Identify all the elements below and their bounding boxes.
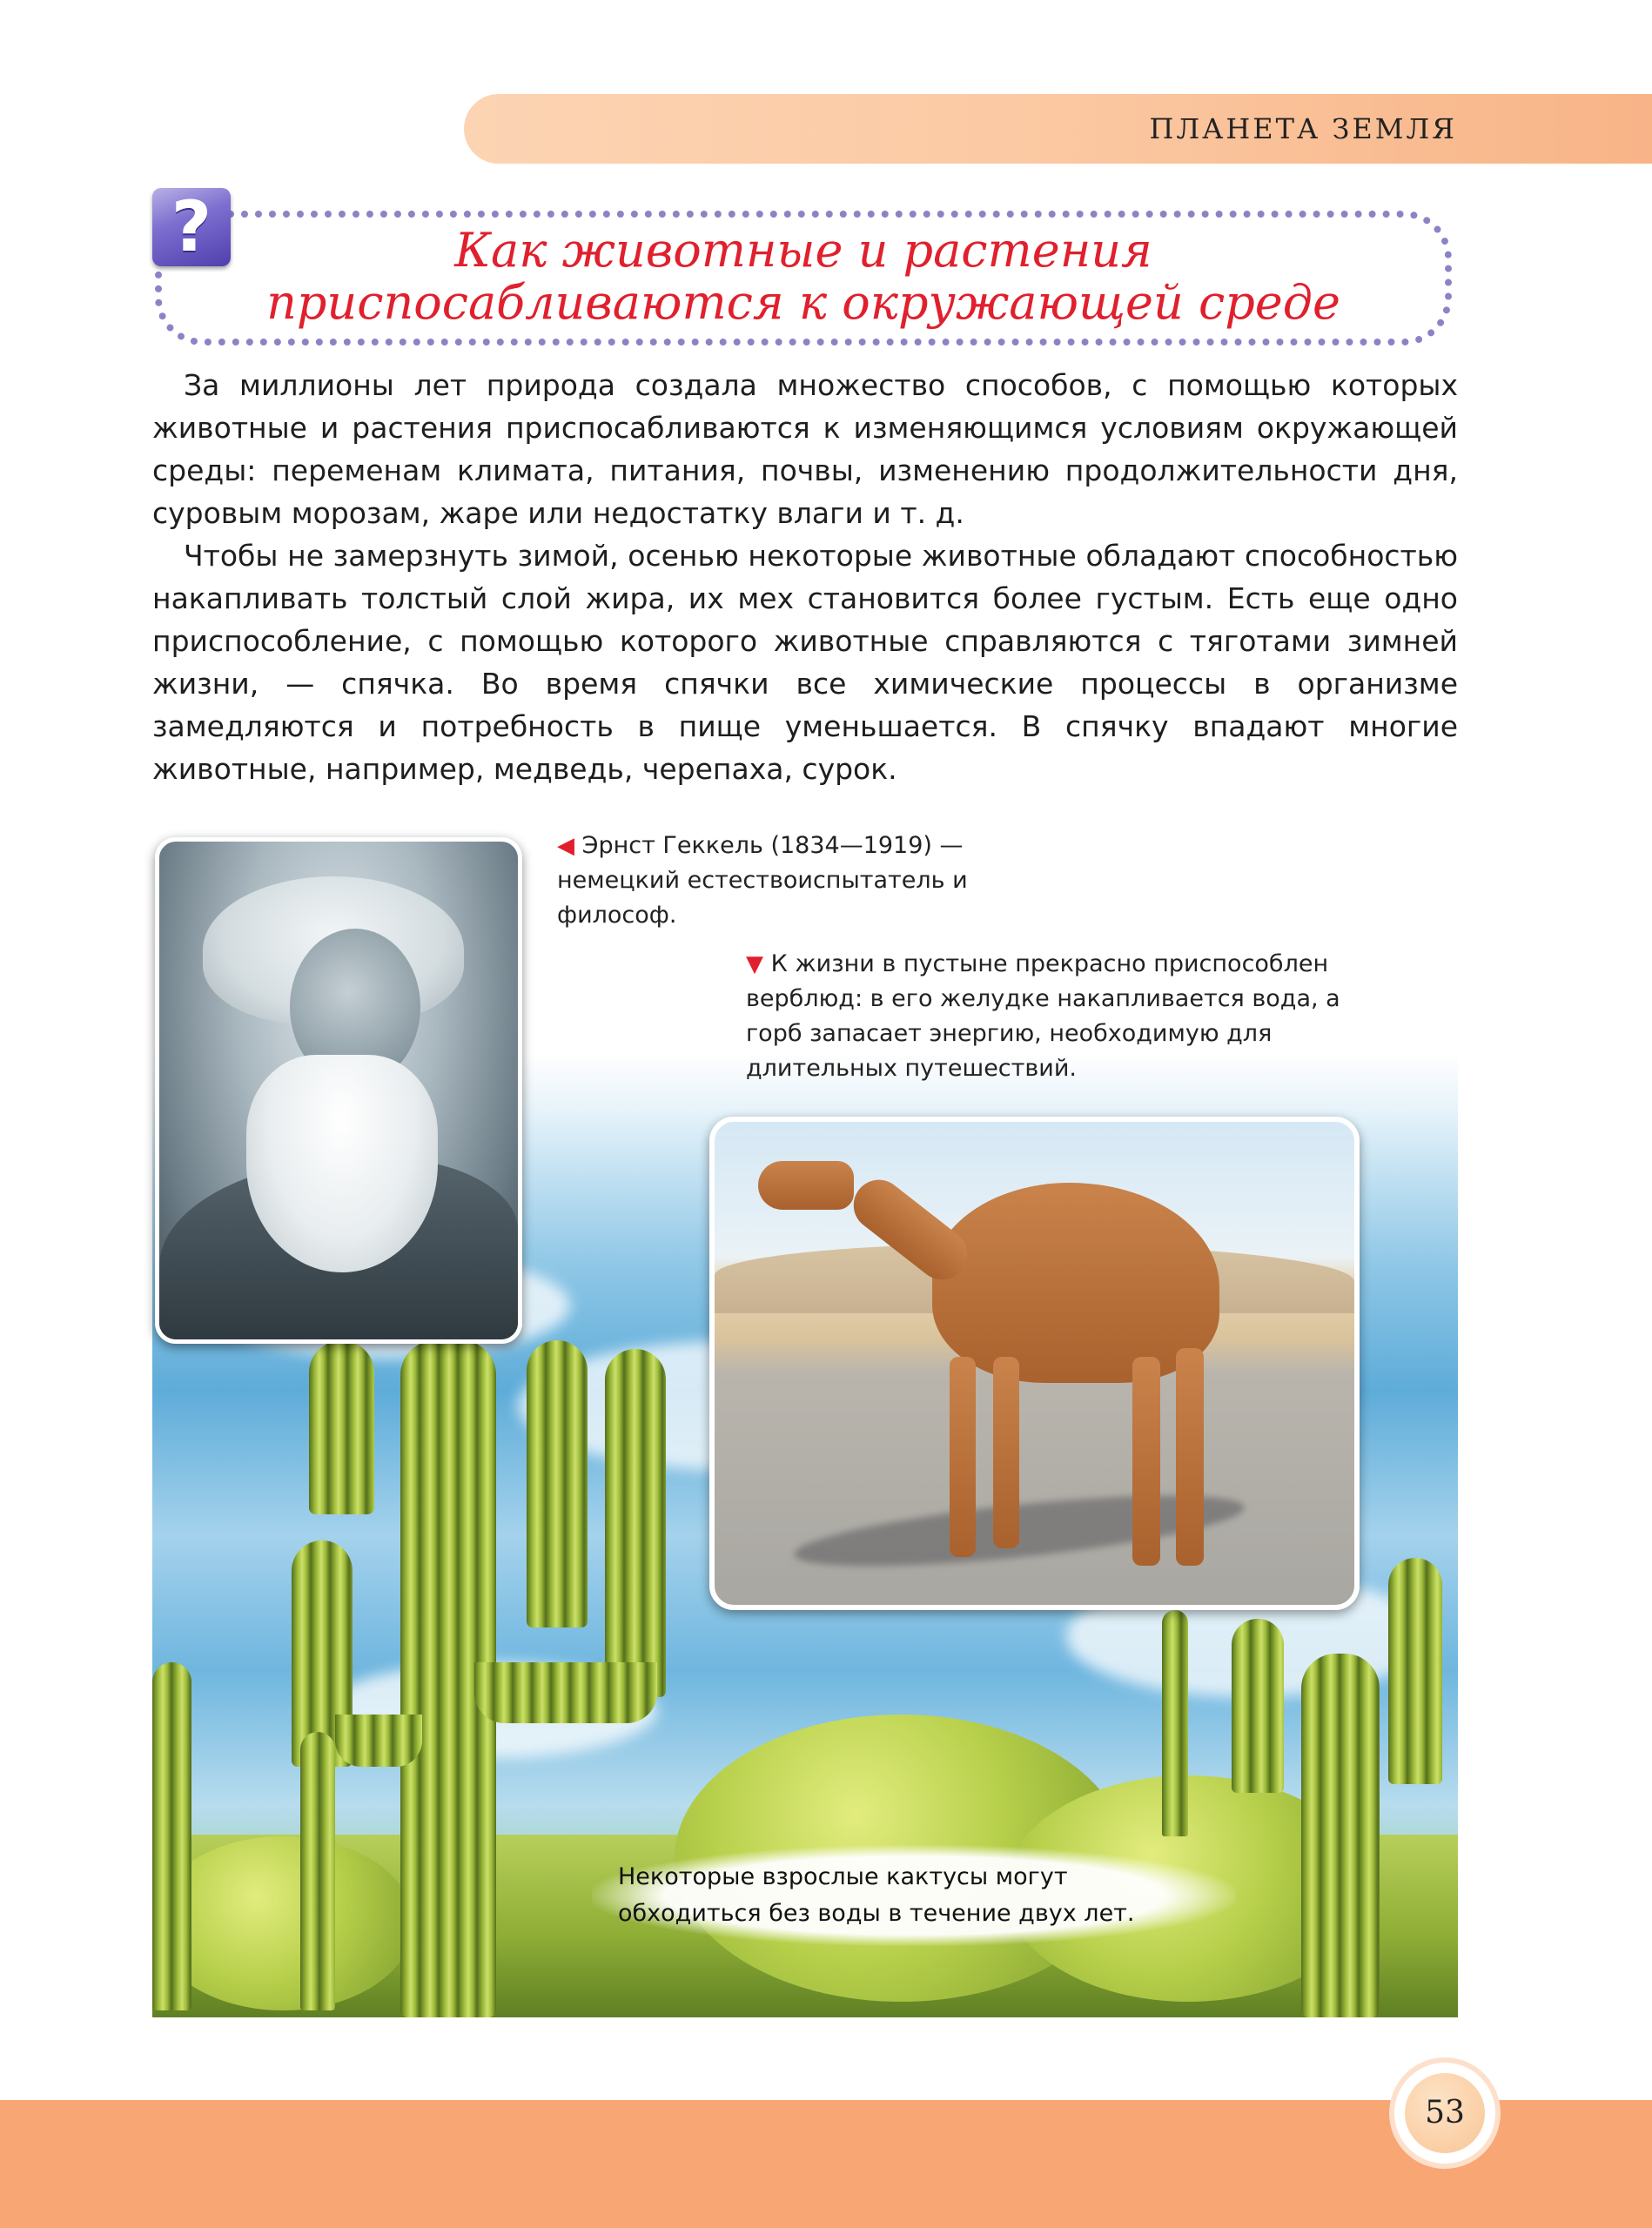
- cactus-arm: [527, 1340, 588, 1627]
- cactus-small: [300, 1732, 335, 2010]
- caption-marker-down: ▼: [746, 951, 763, 977]
- caption-camel-text: К жизни в пустыне прекрасно приспособлен верблюд: в его желудке накапливается вода, а горб запасает энергию, необходимую для длительных путешествий.: [746, 950, 1340, 1082]
- body-text: [152, 364, 1458, 790]
- caption-cactus: Некоторые взрослые кактусы могут обходиться без воды в течение двух лет.: [592, 1845, 1236, 1946]
- desert-bush: [152, 1836, 413, 2010]
- page-number: 53: [1405, 2073, 1485, 2153]
- portrait-beard: [246, 1055, 438, 1272]
- cactus-trunk: [1301, 1654, 1380, 2017]
- camel-leg: [950, 1357, 976, 1557]
- cactus-small: [152, 1662, 191, 2010]
- page-title-line-1: Как животные и растения: [454, 223, 1152, 278]
- question-mark-glyph: ?: [171, 186, 212, 267]
- body-paragraph-1: За миллионы лет природа создала множество способов, с помощью которых животные и растения приспосабливаются к изменяющимся условиям окружающей среды: переменам климата, питания, почвы, изменению продолжительности дня, суровым морозам, жаре или недостатку влаги и т. д.: [152, 368, 1458, 530]
- cactus-arm: [1232, 1619, 1284, 1793]
- camel-leg: [993, 1357, 1019, 1548]
- cactus-arm-joint: [474, 1662, 657, 1723]
- page-title-line-2: приспосабливаются к окружающей среде: [266, 275, 1340, 330]
- cactus-arm: [1388, 1558, 1442, 1784]
- camel-photo: [709, 1117, 1360, 1610]
- haeckel-portrait: [155, 837, 522, 1344]
- camel-leg: [1176, 1348, 1204, 1566]
- camel-head: [758, 1161, 854, 1210]
- camel-leg: [1132, 1357, 1160, 1566]
- caption-camel: [746, 947, 1381, 1086]
- cactus-arm: [605, 1349, 666, 1697]
- section-title: ПЛАНЕТА ЗЕМЛЯ: [1149, 112, 1457, 145]
- cactus-arm: [309, 1340, 374, 1514]
- body-paragraph-2: Чтобы не замерзнуть зимой, осенью некоторые животные обладают способностью накапливать толстый слой жира, их мех становится более густым. Есть еще одно приспособление, с помощью которого животные справляются с тяготами зимней жизни, — спячка. Во время спячки все химические процессы в организме замедляются и потребность в пище уменьшается. В спячку впадают многие животные, например, медведь, черепаха, сурок.: [152, 539, 1458, 786]
- cactus-small: [1162, 1610, 1188, 1836]
- page-number-badge: [1394, 2063, 1495, 2164]
- cactus-arm-joint: [335, 1715, 422, 1767]
- caption-marker-left: ◀: [557, 833, 574, 859]
- header-tab: [464, 94, 1652, 164]
- caption-haeckel-text: Эрнст Геккель (1834—1919) — немецкий естествоиспытатель и философ.: [557, 832, 968, 929]
- caption-haeckel: [557, 829, 984, 933]
